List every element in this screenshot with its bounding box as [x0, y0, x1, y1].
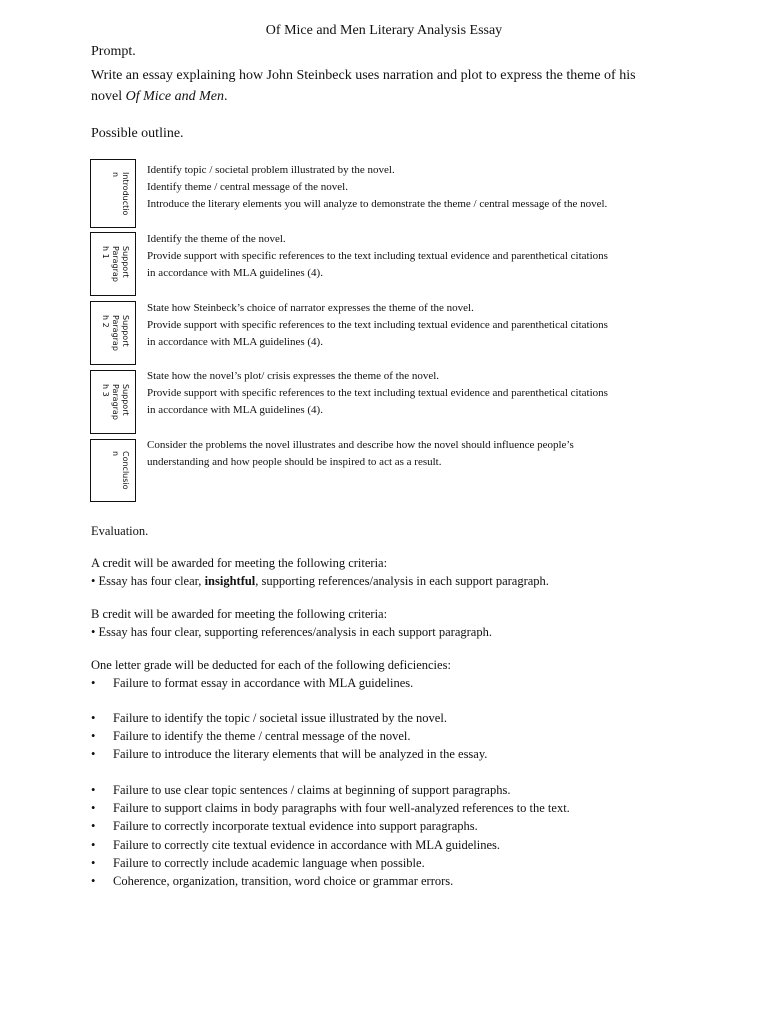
- b-credit-intro: B credit will be awarded for meeting the following criteria:: [91, 607, 388, 621]
- deduction-text: Failure to format essay in accordance with MLA guidelines.: [113, 676, 414, 690]
- outline-description: [147, 231, 692, 282]
- prompt-label: Prompt.: [91, 44, 136, 59]
- bullet-symbol: •: [91, 819, 96, 834]
- b-credit-bullet: • Essay has four clear, supporting references/analysis in each support paragraph.: [91, 625, 492, 639]
- deduction-item: [91, 836, 570, 854]
- bullet-symbol: •: [91, 783, 96, 797]
- outline-line: Consider the problems the novel illustrates and describe how the novel should influence people’s: [147, 439, 574, 451]
- deductions-group-1: [91, 674, 413, 692]
- deduction-item: [91, 817, 570, 835]
- deduction-item: [91, 854, 570, 872]
- deduction-item: [91, 799, 570, 817]
- outline-box-label: Support Paragrap h 1: [101, 246, 130, 282]
- outline-description: [147, 437, 692, 471]
- deduction-item: [91, 872, 570, 890]
- outline-line: Identify theme / central message of the novel.: [147, 181, 348, 193]
- prompt-text: [91, 65, 691, 107]
- outline-line: Introduce the literary elements you will analyze to demonstrate the theme / central message of the novel.: [147, 198, 608, 210]
- deductions-group-3: [91, 781, 570, 890]
- outline-line: Provide support with specific references to the text including textual evidence and parenthetical citations: [147, 319, 608, 331]
- deduction-item: [91, 674, 413, 692]
- bullet-symbol: •: [91, 837, 96, 852]
- outline-line: State how the novel’s plot/ crisis expresses the theme of the novel.: [147, 370, 440, 382]
- deduction-text: Failure to support claims in body paragraphs with four well-analyzed references to the text.: [113, 801, 570, 816]
- a-credit-bold-term: insightful: [204, 574, 256, 588]
- deduction-text: Coherence, organization, transition, word choice or grammar errors.: [113, 874, 454, 889]
- outline-line: understanding and how people should be inspired to act as a result.: [147, 456, 442, 468]
- deduction-item: [91, 709, 487, 727]
- outline-box-label: Introductio n: [111, 171, 130, 216]
- deduction-text: Failure to correctly include academic language when possible.: [113, 855, 425, 870]
- outline-line: Identify topic / societal problem illustrated by the novel.: [147, 164, 395, 176]
- outline-box-label: Support Paragrap h 3: [101, 384, 130, 420]
- outline-box-label: Conclusio n: [111, 451, 130, 490]
- deduction-text: Failure to correctly incorporate textual evidence into support paragraphs.: [113, 819, 478, 834]
- bullet-symbol: •: [91, 729, 96, 744]
- b-credit-section: [91, 605, 492, 641]
- bullet-symbol: •: [91, 676, 96, 690]
- outline-line: Identify the theme of the novel.: [147, 233, 286, 245]
- a-credit-bullet: [91, 572, 549, 590]
- a-credit-bullet-suffix: , supporting references/analysis in each support paragraph.: [255, 574, 549, 588]
- a-credit-section: [91, 554, 549, 590]
- deductions-intro: One letter grade will be deducted for each of the following deficiencies:: [91, 658, 451, 672]
- deduction-text: Failure to identify the theme / central message of the novel.: [113, 729, 411, 744]
- deduction-text: Failure to introduce the literary elements that will be analyzed in the essay.: [113, 747, 488, 762]
- outline-line: in accordance with MLA guidelines (4).: [147, 404, 323, 416]
- deduction-text: Failure to use clear topic sentences / claims at beginning of support paragraphs.: [113, 783, 511, 797]
- evaluation-label: Evaluation.: [91, 524, 149, 538]
- outline-line: Provide support with specific references to the text including textual evidence and parenthetical citations: [147, 250, 608, 262]
- deduction-text: Failure to identify the topic / societal issue illustrated by the novel.: [113, 711, 447, 725]
- outline-description: [147, 368, 692, 419]
- outline-line: in accordance with MLA guidelines (4).: [147, 336, 323, 348]
- outline-box-label: Support Paragrap h 2: [101, 315, 130, 351]
- prompt-line-2-prefix: novel: [91, 89, 126, 104]
- deduction-item: [91, 745, 487, 763]
- outline-box-support-2: [90, 301, 136, 365]
- a-credit-bullet-prefix: • Essay has four clear,: [91, 574, 205, 588]
- outline-box-introduction: [90, 159, 136, 228]
- deductions-group-2: [91, 709, 487, 764]
- outline-line: Provide support with specific references to the text including textual evidence and parenthetical citations: [147, 387, 608, 399]
- outline-description: [147, 300, 692, 351]
- bullet-symbol: •: [91, 801, 96, 816]
- outline-box-support-1: [90, 232, 136, 296]
- outline-box-conclusion: [90, 439, 136, 502]
- outline-line: in accordance with MLA guidelines (4).: [147, 267, 323, 279]
- outline-description: [147, 162, 692, 213]
- a-credit-intro: A credit will be awarded for meeting the following criteria:: [91, 556, 388, 570]
- outline-label: Possible outline.: [91, 126, 184, 141]
- prompt-line-1: Write an essay explaining how John Steinbeck uses narration and plot to express the theme of his: [91, 68, 636, 83]
- deduction-item: [91, 727, 487, 745]
- bullet-symbol: •: [91, 874, 96, 889]
- bullet-symbol: •: [91, 855, 96, 870]
- bullet-symbol: •: [91, 711, 96, 725]
- prompt-line-2-suffix: .: [223, 89, 228, 104]
- document-title: Of Mice and Men Literary Analysis Essay: [265, 23, 503, 38]
- deduction-text: Failure to correctly cite textual evidence in accordance with MLA guidelines.: [113, 837, 501, 852]
- novel-title: Of Mice and Men: [125, 89, 224, 104]
- outline-line: State how Steinbeck’s choice of narrator expresses the theme of the novel.: [147, 302, 474, 314]
- outline-box-support-3: [90, 370, 136, 434]
- bullet-symbol: •: [91, 747, 96, 762]
- prompt-line-2: [91, 86, 691, 107]
- deduction-item: [91, 781, 570, 799]
